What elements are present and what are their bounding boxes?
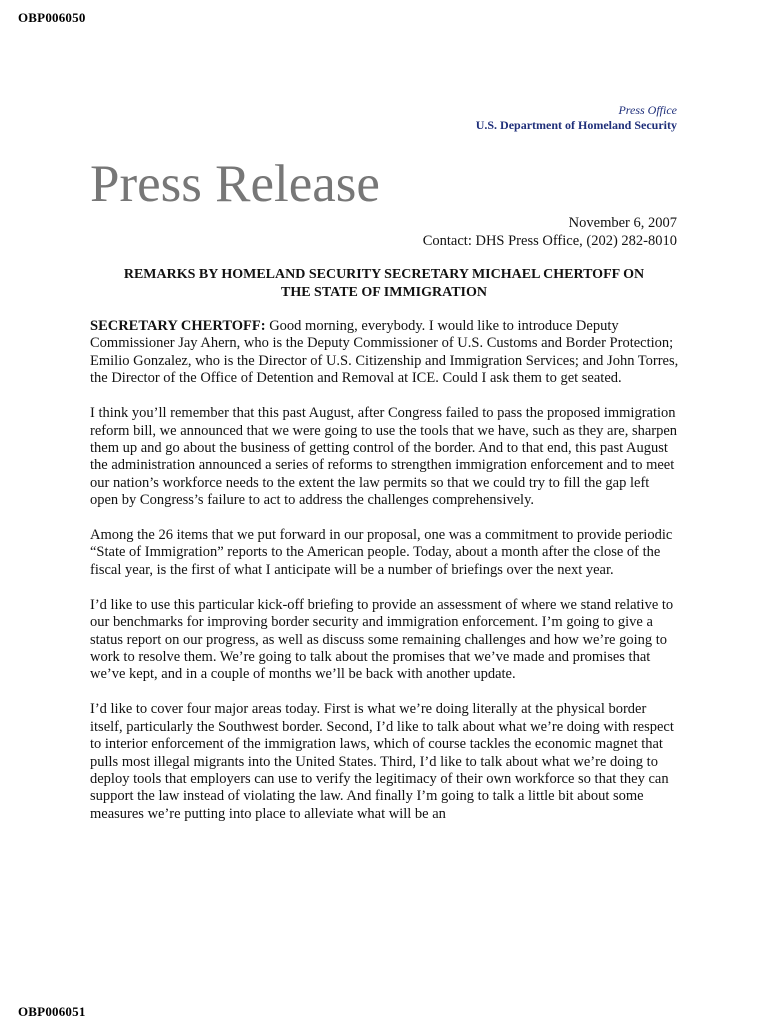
bates-number-top: OBP006050: [18, 10, 86, 25]
contact-info: Contact: DHS Press Office, (202) 282-8010: [422, 233, 677, 249]
paragraph-1-text: Good morning, everybody. I would like to introduce Deputy Commissioner Jay Ahern, who is the Deputy Commissioner of U.S. Customs and Border Protection; Emilio Gonzalez, who is the Director of U.S. Citizenship and Immigration Services; and John Torres, the Director of the Office of Detention and Removal at ICE. Could I ask them to get seated.: [90, 318, 679, 387]
remarks-body: [90, 318, 680, 841]
paragraph-5: I’d like to cover four major areas today. First is what we’re doing literally at the physical border itself, particularly the Southwest border. Second, I’d like to talk about what we’re doing with respect to interior enforcement of the immigration laws, which of course tackles the economic magnet that pulls most illegal migrants into the United States. Third, I’d like to talk about what we’re doing to deploy tools that employers can use to verify the legitimacy of their own workforce so that they can support the law instead of violating the law. And finally I’m going to talk a little bit about some measures we’re putting into place to alleviate what will be an: [90, 701, 674, 822]
release-date: November 6, 2007: [568, 215, 677, 231]
press-office-header: [476, 103, 677, 133]
department-name: U.S. Department of Homeland Security: [475, 118, 677, 132]
paragraph-3: Among the 26 items that we put forward in our proposal, one was a commitment to provide periodic “State of Immigration” reports to the American people. Today, about a month after the close of the fiscal year, is the first of what I anticipate will be a number of briefings over the next year.: [90, 527, 673, 578]
bates-number-bottom: OBP006051: [18, 1004, 86, 1019]
speaker-label: SECRETARY CHERTOFF:: [90, 318, 266, 334]
paragraph-2: I think you’ll remember that this past August, after Congress failed to pass the proposed immigration reform bill, we announced that we were going to use the tools that we have, such as they are, sharpen them up and go about the business of getting control of the border. And to that end, this past August the administration announced a series of reforms to strengthen immigration enforcement and to meet our nation’s workforce needs to the extent the law permits so that we could try to fill the gap left open by Congress’s failure to act to address the challenges comprehensively.: [90, 405, 678, 509]
paragraph-4: I’d like to use this particular kick-off briefing to provide an assessment of where we stand relative to our benchmarks for improving border security and immigration enforcement. I’m going to give a status report on our progress, as well as discuss some remaining challenges and how we’re going to work to resolve them. We’re going to talk about the promises that we’ve made and promises that we’ve kept, and in a couple of months we’ll be back with another update.: [90, 596, 674, 683]
dateline: [423, 214, 677, 250]
paragraph-1: [90, 318, 680, 388]
page-title: Press Release: [90, 155, 380, 213]
press-office-label: Press Office: [618, 103, 677, 117]
headline-line-2: THE STATE OF IMMIGRATION: [280, 284, 487, 300]
headline-line-1: REMARKS BY HOMELAND SECURITY SECRETARY MICHAEL CHERTOFF ON: [123, 267, 645, 282]
headline: [90, 266, 678, 301]
